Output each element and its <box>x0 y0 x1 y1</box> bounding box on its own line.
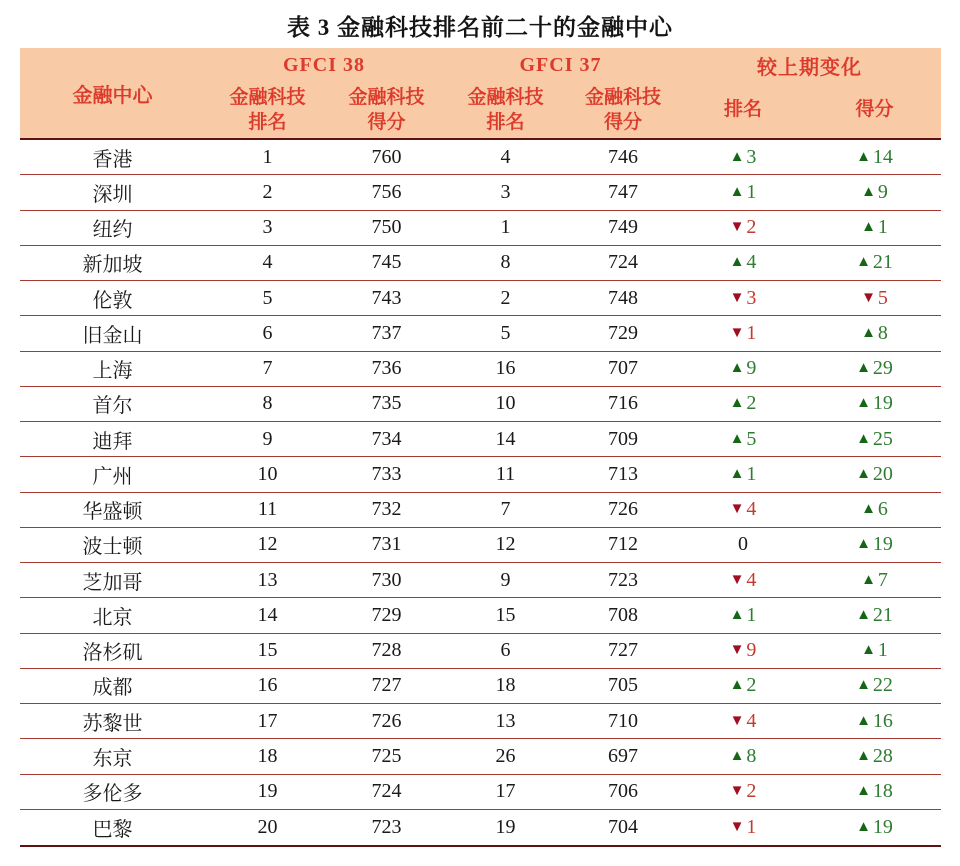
table-row <box>20 704 941 739</box>
score-change-cell <box>808 181 941 204</box>
gfci38-rank-cell: 3 <box>262 216 273 239</box>
gfci37-score-cell: 705 <box>608 674 638 697</box>
gfci38-score-cell: 732 <box>371 498 402 521</box>
up-triangle-icon: ▲ <box>729 148 745 165</box>
up-triangle-icon: ▲ <box>856 818 871 835</box>
table-row <box>20 775 941 810</box>
rank-label: 排名 <box>248 112 287 133</box>
gfci37-rank-cell: 6 <box>500 639 511 662</box>
gfci37-rank-cell: 14 <box>495 427 516 450</box>
gfci38-rank-cell: 9 <box>262 427 273 450</box>
gfci38-rank-cell: 13 <box>257 568 278 591</box>
change-value: 20 <box>872 462 893 485</box>
change-value: 25 <box>872 427 893 450</box>
score-change-cell <box>808 604 941 627</box>
city-cell: 广州 <box>92 465 133 488</box>
city-cell: 苏黎世 <box>82 712 143 735</box>
up-triangle-icon: ▲ <box>856 783 871 800</box>
change-value: 4 <box>746 568 757 591</box>
gfci38-score-cell: 723 <box>371 815 402 838</box>
change-value: 19 <box>872 815 893 838</box>
table-row <box>20 528 941 563</box>
table-row <box>20 739 941 774</box>
up-triangle-icon: ▲ <box>856 148 871 165</box>
rank-change-cell <box>678 816 808 839</box>
gfci37-rank-cell: 13 <box>495 709 516 732</box>
down-triangle-icon: ▼ <box>861 289 876 306</box>
fintech-label: 金融科技 <box>348 86 425 108</box>
gfci38-rank-cell: 19 <box>257 780 278 803</box>
change-value: 7 <box>877 568 888 591</box>
city-cell: 波士顿 <box>82 536 143 559</box>
city-cell: 成都 <box>92 677 133 700</box>
change-value: 8 <box>877 321 888 344</box>
gfci38-score-cell: 726 <box>371 709 402 732</box>
gfci37-score-cell: 706 <box>608 780 638 803</box>
up-triangle-icon: ▲ <box>729 747 745 764</box>
score-change-cell <box>808 569 941 592</box>
up-triangle-icon: ▲ <box>729 183 745 200</box>
gfci38-rank-cell: 1 <box>262 145 273 168</box>
gfci38-score-cell: 760 <box>371 145 402 168</box>
gfci38-rank-cell: 7 <box>262 357 273 380</box>
down-triangle-icon: ▼ <box>729 324 745 341</box>
change-value: 1 <box>877 639 888 662</box>
change-value: 6 <box>877 498 888 521</box>
score-change-cell <box>808 674 941 697</box>
down-triangle-icon: ▼ <box>729 642 745 659</box>
table-row <box>20 352 941 387</box>
table-body <box>20 140 941 847</box>
down-triangle-icon: ▼ <box>729 712 745 729</box>
header-financial-center: 金融中心 <box>72 84 153 107</box>
down-triangle-icon: ▼ <box>729 571 745 588</box>
change-value: 4 <box>746 251 757 274</box>
change-value: 9 <box>746 639 757 662</box>
change-value: 2 <box>746 392 757 415</box>
table-row <box>20 634 941 669</box>
gfci38-rank-cell: 11 <box>257 498 278 521</box>
change-value: 2 <box>746 780 757 803</box>
gfci37-rank-cell: 12 <box>495 533 516 556</box>
gfci38-rank-cell: 15 <box>257 639 278 662</box>
up-triangle-icon: ▲ <box>861 501 876 518</box>
table-header <box>20 48 941 140</box>
up-triangle-icon: ▲ <box>729 430 745 447</box>
up-triangle-icon: ▲ <box>729 254 745 271</box>
gfci37-score-cell: 748 <box>608 286 638 309</box>
gfci37-score-cell: 704 <box>608 815 638 838</box>
gfci38-rank-cell: 2 <box>262 180 273 203</box>
rank-change-cell <box>678 780 808 803</box>
gfci37-score-cell: 723 <box>608 568 638 591</box>
gfci37-group-label: GFCI 37 <box>519 53 602 76</box>
table-row <box>20 140 941 175</box>
city-cell: 洛杉矶 <box>82 642 143 665</box>
gfci38-score-cell: 736 <box>371 357 402 380</box>
rank-change-cell <box>678 392 808 415</box>
change-value: 19 <box>872 533 893 556</box>
table-row <box>20 387 941 422</box>
up-triangle-icon: ▲ <box>856 677 871 694</box>
city-cell: 东京 <box>92 747 133 770</box>
score-change-cell <box>808 287 941 310</box>
gfci37-score-cell: 749 <box>608 216 638 239</box>
gfci37-score-cell: 727 <box>608 639 638 662</box>
score-change-cell <box>808 710 941 733</box>
gfci37-score-cell: 708 <box>608 603 638 626</box>
score-change-cell <box>808 428 941 451</box>
score-change-cell <box>808 745 941 768</box>
change-value: 1 <box>746 180 757 203</box>
gfci38-rank-header <box>205 82 330 138</box>
gfci38-score-cell: 756 <box>371 180 402 203</box>
change-score-header <box>808 82 941 138</box>
gfci38-score-cell: 729 <box>371 603 402 626</box>
gfci38-score-cell: 733 <box>371 462 402 485</box>
fintech-label: 金融科技 <box>229 86 306 108</box>
table-row <box>20 598 941 633</box>
change-value: 18 <box>872 780 893 803</box>
city-cell: 迪拜 <box>92 430 133 453</box>
city-cell: 北京 <box>92 606 133 629</box>
gfci38-score-cell: 724 <box>371 780 402 803</box>
up-triangle-icon: ▲ <box>856 254 871 271</box>
gfci37-rank-cell: 18 <box>495 674 516 697</box>
gfci37-rank-cell: 15 <box>495 603 516 626</box>
gfci37-rank-cell: 26 <box>495 744 516 767</box>
change-value: 28 <box>872 744 893 767</box>
change-value: 9 <box>877 180 888 203</box>
table-title: 表 3 金融科技排名前二十的金融中心 <box>287 15 673 40</box>
rank-change-cell <box>678 533 808 556</box>
header-group-gfci37 <box>443 48 678 138</box>
up-triangle-icon: ▲ <box>861 219 876 236</box>
table-row <box>20 175 941 210</box>
change-value: 21 <box>872 251 893 274</box>
rank-change-cell <box>678 463 808 486</box>
gfci37-rank-cell: 16 <box>495 357 516 380</box>
change-value: 1 <box>877 216 888 239</box>
rank-label: 排名 <box>486 112 525 133</box>
rank-change-cell <box>678 710 808 733</box>
gfci38-rank-cell: 16 <box>257 674 278 697</box>
rank-change-cell <box>678 428 808 451</box>
fintech-label: 金融科技 <box>467 86 544 108</box>
change-value: 2 <box>746 674 757 697</box>
gfci38-score-cell: 730 <box>371 568 402 591</box>
rank-change-cell <box>678 216 808 239</box>
fintech-label: 金融科技 <box>584 86 661 108</box>
up-triangle-icon: ▲ <box>729 606 745 623</box>
up-triangle-icon: ▲ <box>856 465 871 482</box>
change-value: 29 <box>872 357 893 380</box>
up-triangle-icon: ▲ <box>856 747 871 764</box>
gfci37-score-cell: 709 <box>608 427 638 450</box>
gfci37-score-cell: 746 <box>608 145 638 168</box>
gfci37-rank-cell: 11 <box>495 462 516 485</box>
rank-label: 排名 <box>723 99 762 121</box>
table-row <box>20 810 941 845</box>
rank-change-cell <box>678 498 808 521</box>
up-triangle-icon: ▲ <box>861 324 876 341</box>
score-label: 得分 <box>855 99 894 121</box>
up-triangle-icon: ▲ <box>856 712 871 729</box>
change-value: 16 <box>872 709 893 732</box>
up-triangle-icon: ▲ <box>729 677 745 694</box>
gfci37-score-cell: 726 <box>608 498 638 521</box>
gfci38-group-label: GFCI 38 <box>283 53 365 76</box>
change-value: 8 <box>746 744 757 767</box>
city-cell: 华盛顿 <box>82 501 143 524</box>
header-group-change <box>678 48 941 138</box>
table-row <box>20 246 941 281</box>
gfci37-score-cell: 710 <box>608 709 638 732</box>
gfci38-score-cell: 725 <box>371 744 402 767</box>
change-value: 19 <box>872 392 893 415</box>
table-row <box>20 211 941 246</box>
rank-change-cell <box>678 287 808 310</box>
up-triangle-icon: ▲ <box>856 395 871 412</box>
city-cell: 巴黎 <box>92 818 133 841</box>
score-change-cell <box>808 357 941 380</box>
score-change-cell <box>808 251 941 274</box>
gfci38-score-cell: 750 <box>371 216 402 239</box>
score-label: 得分 <box>367 112 406 133</box>
score-change-cell <box>808 216 941 239</box>
city-cell: 纽约 <box>92 219 133 242</box>
gfci37-rank-cell: 17 <box>495 780 516 803</box>
up-triangle-icon: ▲ <box>729 360 745 377</box>
gfci38-rank-cell: 4 <box>262 251 273 274</box>
rank-change-cell <box>678 639 808 662</box>
score-change-cell <box>808 639 941 662</box>
up-triangle-icon: ▲ <box>861 642 876 659</box>
gfci38-score-cell: 728 <box>371 639 402 662</box>
table-row <box>20 316 941 351</box>
rank-change-cell <box>678 357 808 380</box>
down-triangle-icon: ▼ <box>729 501 745 518</box>
gfci37-rank-header <box>443 82 568 138</box>
table-row <box>20 422 941 457</box>
rank-change-cell <box>678 322 808 345</box>
gfci37-score-cell: 724 <box>608 251 638 274</box>
gfci38-rank-cell: 18 <box>257 744 278 767</box>
change-value: 3 <box>746 145 757 168</box>
city-cell: 新加坡 <box>82 254 143 277</box>
table-row <box>20 669 941 704</box>
score-change-cell <box>808 780 941 803</box>
header-group-gfci38 <box>205 48 443 138</box>
gfci38-rank-cell: 10 <box>257 462 278 485</box>
change-value: 22 <box>872 674 893 697</box>
up-triangle-icon: ▲ <box>856 360 871 377</box>
down-triangle-icon: ▼ <box>729 818 745 835</box>
change-value: 9 <box>746 357 757 380</box>
gfci38-score-cell: 745 <box>371 251 402 274</box>
city-cell: 芝加哥 <box>82 571 143 594</box>
change-value: 4 <box>746 498 757 521</box>
gfci37-rank-cell: 19 <box>495 815 516 838</box>
gfci38-score-cell: 737 <box>371 321 402 344</box>
table-row <box>20 457 941 492</box>
change-value: 14 <box>872 145 893 168</box>
change-value: 21 <box>872 603 893 626</box>
gfci37-rank-cell: 7 <box>500 498 511 521</box>
score-change-cell <box>808 392 941 415</box>
rank-change-cell <box>678 146 808 169</box>
up-triangle-icon: ▲ <box>861 571 876 588</box>
down-triangle-icon: ▼ <box>729 289 745 306</box>
city-cell: 伦敦 <box>92 289 133 312</box>
score-change-cell <box>808 533 941 556</box>
gfci37-score-cell: 712 <box>608 533 638 556</box>
score-change-cell <box>808 146 941 169</box>
up-triangle-icon: ▲ <box>856 536 871 553</box>
change-value: 2 <box>746 216 757 239</box>
gfci37-rank-cell: 10 <box>495 392 516 415</box>
table-row <box>20 493 941 528</box>
gfci37-score-cell: 713 <box>608 462 638 485</box>
gfci38-score-cell: 743 <box>371 286 402 309</box>
gfci38-rank-cell: 5 <box>262 286 273 309</box>
change-value: 1 <box>746 815 757 838</box>
table-row <box>20 563 941 598</box>
city-cell: 深圳 <box>92 183 133 206</box>
score-change-cell <box>808 463 941 486</box>
change-rank-header <box>678 82 808 138</box>
rank-change-cell <box>678 569 808 592</box>
gfci37-score-header <box>568 82 678 138</box>
gfci37-rank-cell: 1 <box>500 216 511 239</box>
gfci37-rank-cell: 2 <box>500 286 511 309</box>
rank-change-cell <box>678 181 808 204</box>
score-label: 得分 <box>603 112 642 133</box>
up-triangle-icon: ▲ <box>856 430 871 447</box>
city-cell: 多伦多 <box>82 783 143 806</box>
gfci38-rank-cell: 17 <box>257 709 278 732</box>
score-change-cell <box>808 322 941 345</box>
change-value: 0 <box>738 533 748 556</box>
change-value: 1 <box>746 321 757 344</box>
gfci38-rank-cell: 20 <box>257 815 278 838</box>
change-value: 3 <box>746 286 757 309</box>
table-row <box>20 281 941 316</box>
city-cell: 香港 <box>92 148 133 171</box>
up-triangle-icon: ▲ <box>856 606 871 623</box>
gfci38-rank-cell: 6 <box>262 321 273 344</box>
down-triangle-icon: ▼ <box>729 219 745 236</box>
rank-change-cell <box>678 745 808 768</box>
change-value: 1 <box>746 603 757 626</box>
gfci38-rank-cell: 12 <box>257 533 278 556</box>
change-group-label: 较上期变化 <box>757 56 862 79</box>
gfci38-score-header <box>330 82 443 138</box>
gfci37-score-cell: 697 <box>608 744 638 767</box>
down-triangle-icon: ▼ <box>729 783 745 800</box>
gfci38-rank-cell: 14 <box>257 603 278 626</box>
up-triangle-icon: ▲ <box>861 183 876 200</box>
change-value: 1 <box>746 462 757 485</box>
gfci37-rank-cell: 8 <box>500 251 511 274</box>
change-value: 4 <box>746 709 757 732</box>
change-value: 5 <box>877 286 888 309</box>
up-triangle-icon: ▲ <box>729 465 745 482</box>
city-cell: 上海 <box>92 360 133 383</box>
gfci38-score-cell: 731 <box>371 533 402 556</box>
city-cell: 旧金山 <box>82 324 143 347</box>
gfci37-rank-cell: 3 <box>500 180 511 203</box>
rank-change-cell <box>678 251 808 274</box>
gfci37-score-cell: 729 <box>608 321 638 344</box>
gfci38-score-cell: 735 <box>371 392 402 415</box>
gfci37-score-cell: 707 <box>608 357 638 380</box>
gfci37-score-cell: 716 <box>608 392 638 415</box>
up-triangle-icon: ▲ <box>729 395 745 412</box>
gfci37-score-cell: 747 <box>608 180 638 203</box>
gfci38-score-cell: 727 <box>371 674 402 697</box>
gfci37-rank-cell: 4 <box>500 145 511 168</box>
score-change-cell <box>808 816 941 839</box>
change-value: 5 <box>746 427 757 450</box>
gfci37-rank-cell: 5 <box>500 321 511 344</box>
gfci37-rank-cell: 9 <box>500 568 511 591</box>
gfci38-rank-cell: 8 <box>262 392 273 415</box>
score-change-cell <box>808 498 941 521</box>
fintech-ranking-table <box>20 48 941 847</box>
rank-change-cell <box>678 604 808 627</box>
rank-change-cell <box>678 674 808 697</box>
gfci38-score-cell: 734 <box>371 427 402 450</box>
city-cell: 首尔 <box>92 395 133 418</box>
